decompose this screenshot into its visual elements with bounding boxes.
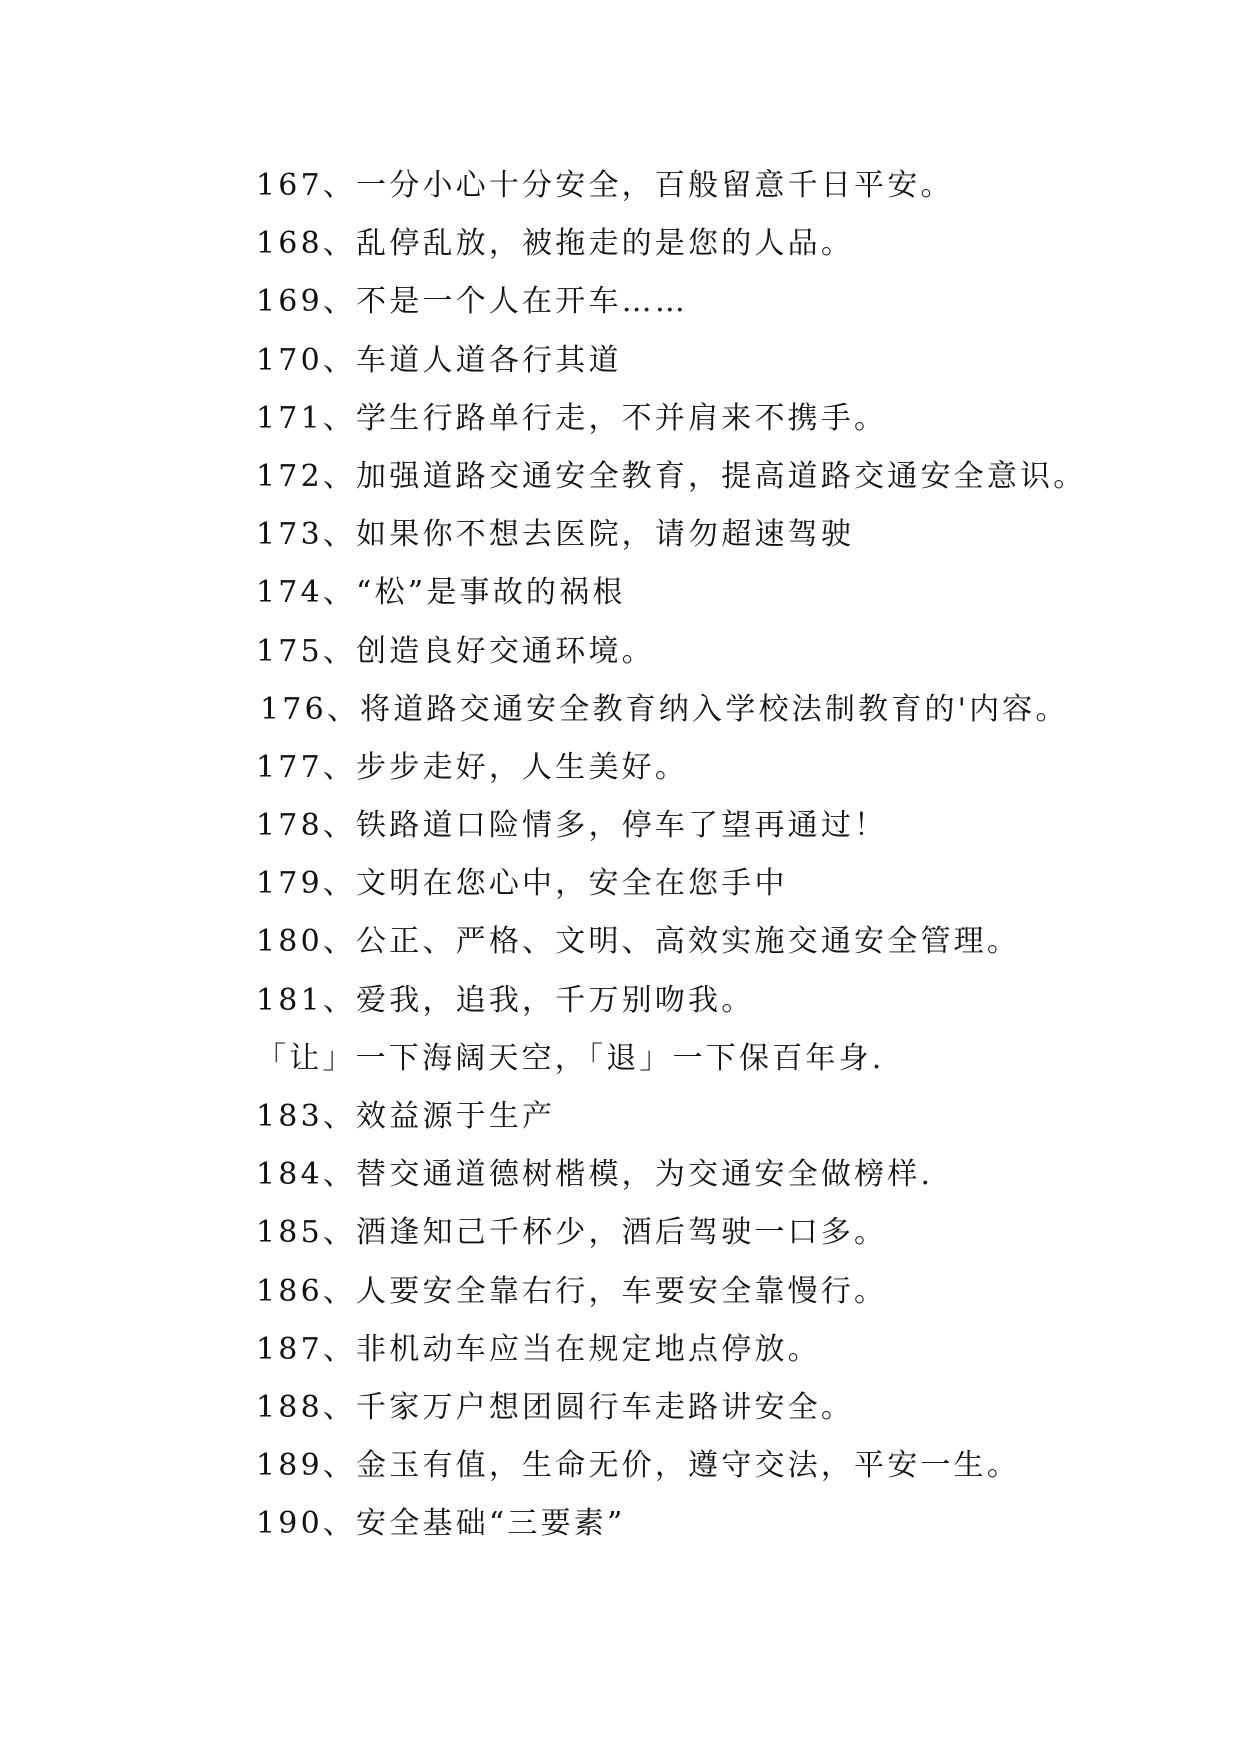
list-item: 172、加强道路交通安全教育，提高道路交通安全意识。 bbox=[256, 458, 1087, 494]
list-item: 179、文明在您心中，安全在您手中 bbox=[256, 866, 788, 902]
list-item: 184、替交通道德树楷模，为交通安全做榜样. bbox=[256, 1157, 934, 1193]
list-item: 173、如果你不想去医院，请勿超速驾驶 bbox=[256, 517, 855, 553]
list-item: 167、一分小心十分安全，百般留意千日平安。 bbox=[256, 168, 954, 203]
list-item: 190、安全基础“三要素” bbox=[256, 1506, 626, 1542]
list-item: 176、将道路交通安全教育纳入学校法制教育的'内容。 bbox=[260, 691, 1069, 727]
list-item: 171、学生行路单行走，不并肩来不携手。 bbox=[256, 400, 888, 436]
list-item: 186、人要安全靠右行，车要安全靠慢行。 bbox=[256, 1273, 888, 1309]
list-item: 185、酒逢知己千杯少，酒后驾驶一口多。 bbox=[256, 1215, 888, 1251]
slogan-list bbox=[256, 157, 1196, 1554]
list-item: 177、步步走好，人生美好。 bbox=[256, 749, 689, 785]
list-item: 187、非机动车应当在规定地点停放。 bbox=[256, 1331, 821, 1367]
list-item: 174、“松”是事故的祸根 bbox=[256, 575, 626, 611]
list-item: 183、效益源于生产 bbox=[256, 1099, 556, 1134]
list-item: 175、创造良好交通环境。 bbox=[256, 633, 655, 669]
list-item: 188、千家万户想团圆行车走路讲安全。 bbox=[256, 1389, 855, 1425]
list-item: 170、车道人道各行其道 bbox=[256, 342, 622, 378]
list-item: 189、金玉有值，生命无价，遵守交法，平安一生。 bbox=[256, 1448, 1021, 1484]
list-item: 181、爱我，追我，千万别吻我。 bbox=[256, 982, 755, 1018]
list-item: 168、乱停乱放，被拖走的是您的人品。 bbox=[256, 226, 855, 262]
list-item: 180、公正、严格、文明、高效实施交通安全管理。 bbox=[256, 924, 1021, 960]
list-item: 178、铁路道口险情多，停车了望再通过！ bbox=[256, 808, 888, 844]
list-item: 169、不是一个人在开车…… bbox=[256, 284, 689, 320]
list-item: 「让」一下海阔天空，「退」一下保百年身. bbox=[256, 1040, 885, 1076]
